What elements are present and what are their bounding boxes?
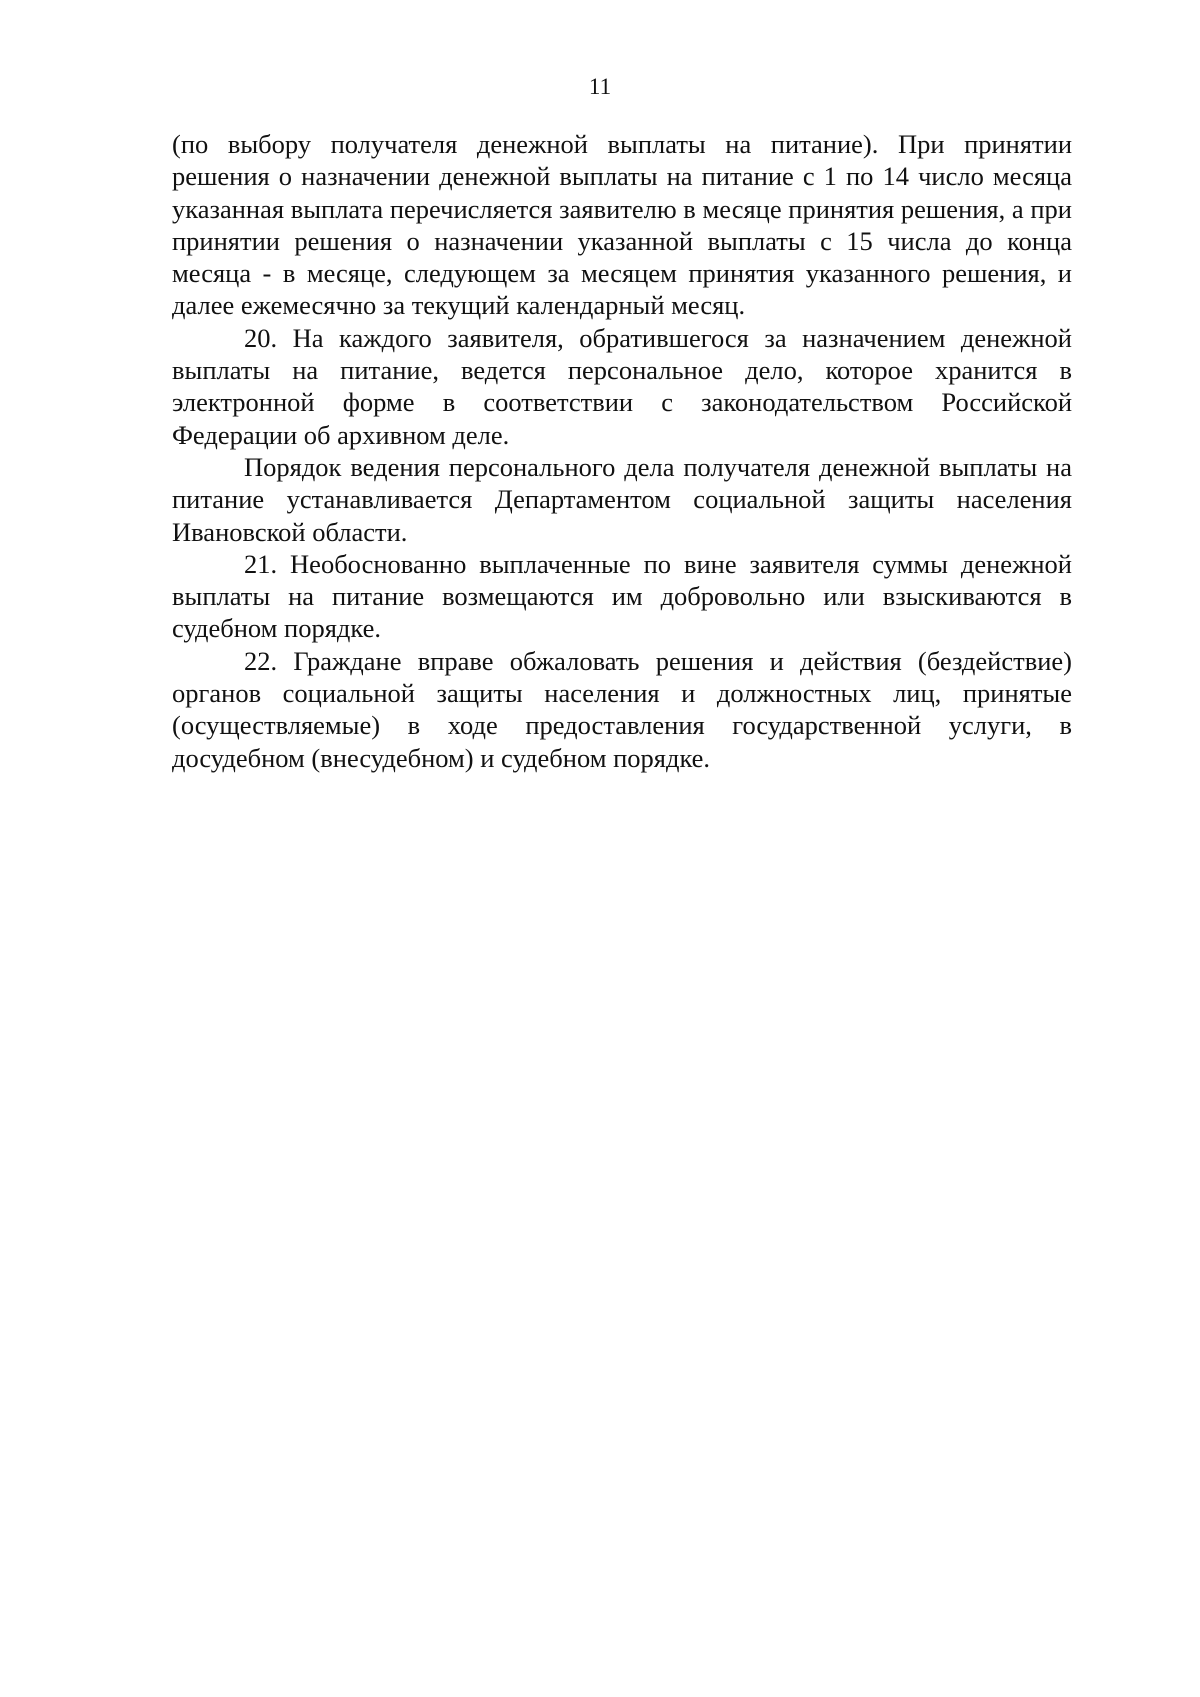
paragraph-item-21: 21. Необоснованно выплаченные по вине заявителя суммы денежной выплаты на питание возмещаются им добровольно или взыскиваются в судебном порядке.	[172, 548, 1072, 644]
paragraph-item-22: 22. Граждане вправе обжаловать решения и действия (бездействие) органов социальной защиты населения и должностных лиц, принятые (осуществляемые) в ходе предоставления государственной услуги, в досудебном (внесудебном) и судебном порядке.	[172, 645, 1072, 773]
paragraph-continuation: (по выбору получателя денежной выплаты на питание). При принятии решения о назначении денежной выплаты на питание с 1 по 14 число месяца указанная выплата перечисляется заявителю в месяце принятия решения, а при принятии решения о назначении указанной выплаты с 15 числа до конца месяца - в месяце, следующем за месяцем принятия указанного решения, и далее ежемесячно за текущий календарный месяц.	[172, 129, 1072, 321]
page-number: 11	[588, 74, 612, 99]
paragraph-item-20: 20. На каждого заявителя, обратившегося за назначением денежной выплаты на питание, ведется персональное дело, которое хранится в электронной форме в соответствии с законодательством Российской Федерации об архивном деле.	[172, 322, 1072, 450]
paragraph-personal-file-procedure: Порядок ведения персонального дела получателя денежной выплаты на питание устанавливается Департаментом социальной защиты населения Ивановской области.	[172, 451, 1072, 547]
document-body	[172, 128, 1072, 774]
